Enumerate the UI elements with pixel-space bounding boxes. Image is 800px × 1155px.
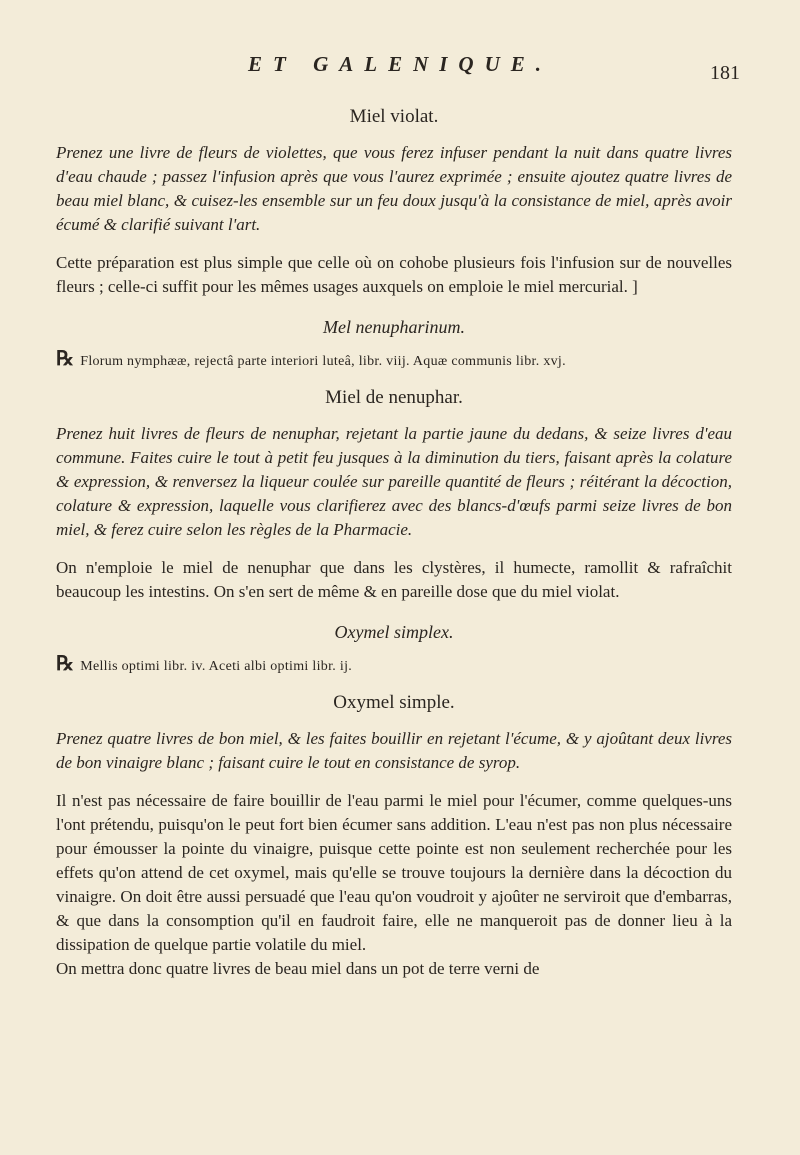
commentary-miel-violat: Cette préparation est plus simple que celle où on cohobe plusieurs fois l'infusion sur de nouvelles fleurs ; celle-ci suffit pour les mêmes usages auxquels on emploie le miel mercurial. ]: [56, 253, 732, 296]
page-header: [0, 52, 800, 92]
recipe-symbol-icon: ℞: [56, 348, 75, 370]
formula-mel-nenupharinum: [56, 347, 732, 374]
latin-title-oxymel-simplex: Oxymel simplex.: [334, 622, 454, 642]
commentary-miel-de-nenuphar: On n'emploie le miel de nenuphar que dans les clystères, il humecte, ramollit & rafraîchit beaucoup les intestins. On s'en sert de même & en pareille dose que du miel violat.: [56, 558, 732, 601]
commentary-oxymel-simple: Il n'est pas nécessaire de faire bouillir de l'eau parmi le miel pour l'écumer, comme quelques-uns l'ont prétendu, puisqu'on le peut fort bien écumer sans addition. L'eau n'est pas non plus nécessaire pour émousser la pointe du vinaigre, puisque cette pointe est non seulement recherchée pour les effets qu'on attend de cet oxymel, mais qu'elle se trouve toujours la dernière dans la décoction du vinaigre. On doit être aussi persuadé que l'eau qu'on voudroit y ajoûter ne serviroit que d'embarras, & que dans la consomption qu'il en faudroit faire, elle ne manqueroit pas de donner lieu à la dissipation de quelque partie volatile du miel.: [56, 791, 732, 954]
formula-text: Mellis optimi libr. iv. Aceti albi optimi libr. ij.: [80, 659, 353, 674]
section-title-miel-violat: Miel violat.: [349, 106, 439, 127]
recipe-miel-violat: Prenez une livre de fleurs de violettes, que vous ferez infuser pendant la nuit dans quatre livres d'eau chaude ; passez l'infusion après que vous l'aurez exprimée ; ensuite ajoutez quatre livres de beau miel blanc, & cuisez-les ensemble sur un feu doux jusqu'à la consistance de miel, après avoir écumé & clarifié suivant l'art.: [56, 143, 732, 234]
formula-text: Florum nymphææ, rejectâ parte interiori luteâ, libr. viij. Aquæ communis libr. xvj.: [80, 354, 566, 369]
latin-title-mel-nenupharinum: Mel nenupharinum.: [323, 317, 465, 337]
page-content: [56, 105, 732, 995]
running-head: ET GALENIQUE.: [247, 52, 553, 76]
recipe-symbol-icon: ℞: [56, 653, 75, 675]
last-line: On mettra donc quatre livres de beau miel dans un pot de terre verni de: [56, 959, 540, 978]
recipe-miel-de-nenuphar: Prenez huit livres de fleurs de nenuphar, rejetant la partie jaune du dedans, & seize livres d'eau commune. Faites cuire le tout à petit feu jusques à la diminution du tiers, faisant après la colature & expression, & renversez la liqueur coulée sur pareille quantité de fleurs ; réitérant la décoction, colature & expression, laquelle vous clarifierez avec des blancs-d'œufs parmi seize livres de bon miel, & ferez cuire selon les règles de la Pharmacie.: [56, 424, 732, 539]
section-title-oxymel-simple: Oxymel simple.: [333, 692, 455, 713]
formula-oxymel-simplex: [56, 652, 732, 679]
page-number: 181: [710, 62, 740, 84]
section-title-miel-de-nenuphar: Miel de nenuphar.: [325, 387, 463, 408]
recipe-oxymel-simple: Prenez quatre livres de bon miel, & les faites bouillir en rejetant l'écume, & y ajoûtant deux livres de bon vinaigre blanc ; faisant cuire le tout en consistance de syrop.: [56, 729, 732, 772]
